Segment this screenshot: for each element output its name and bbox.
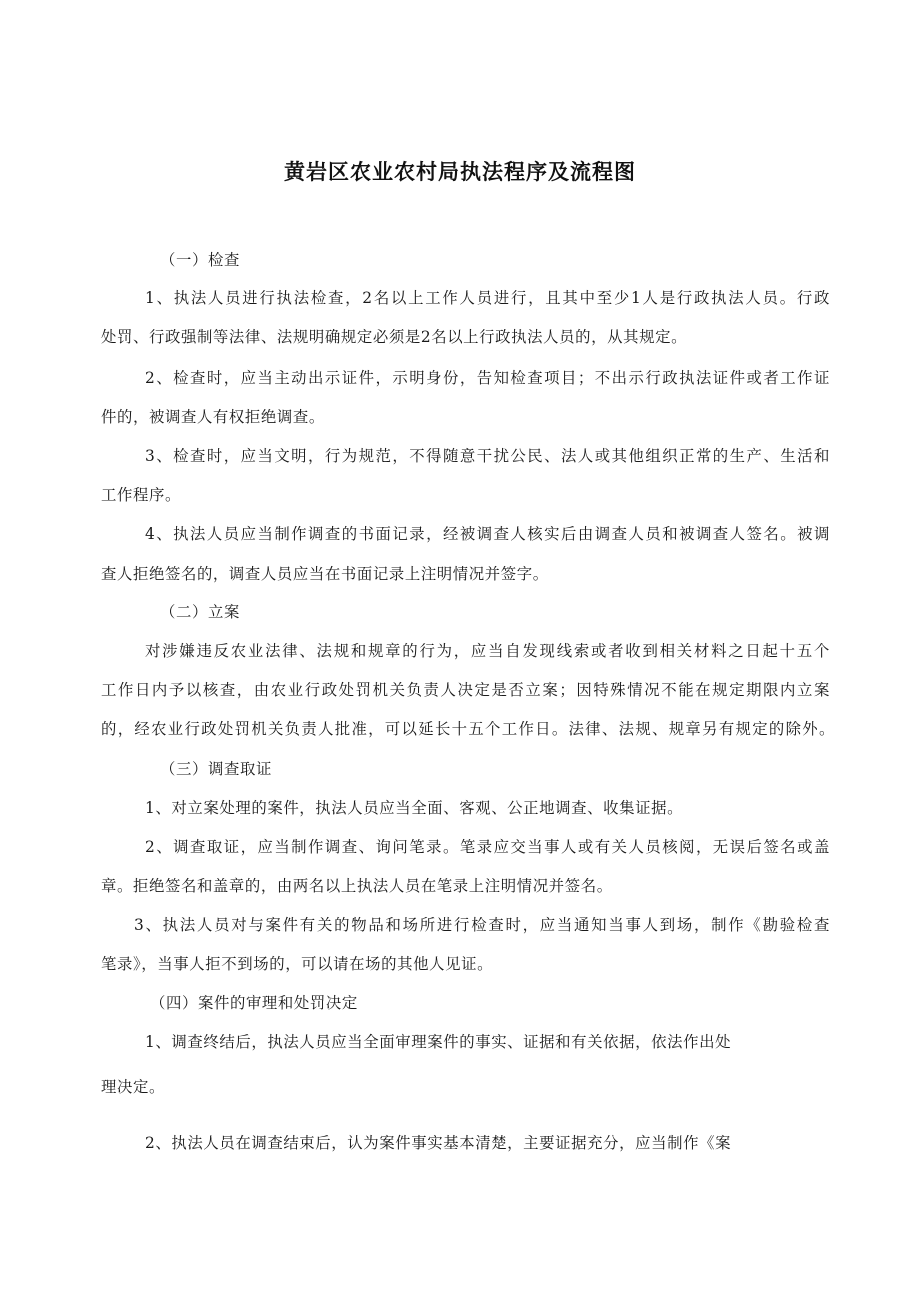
paragraph-line: 的，经农业行政处罚机关负责人批准，可以延长十五个工作日。法律、法规、规章另有规定的除外。: [101, 720, 835, 738]
paragraph-line: 理决定。: [101, 1078, 165, 1096]
paragraph-line: 2、检查时，应当主动出示证件，示明身份，告知检查项目；不出示行政执法证件或者工作证: [145, 369, 830, 387]
paragraph-line: 章。拒绝签名和盖章的，由两名以上执法人员在笔录上注明情况并签名。: [101, 877, 613, 895]
paragraph-line: 查人拒绝签名的，调查人员应当在书面记录上注明情况并签字。: [101, 565, 549, 583]
paragraph-line: 1、对立案处理的案件，执法人员应当全面、客观、公正地调查、收集证据。: [145, 799, 684, 817]
section-heading-investigation: （三）调查取证: [160, 760, 272, 778]
document-title: 黄岩区农业农村局执法程序及流程图: [284, 160, 636, 184]
paragraph-line: 对涉嫌违反农业法律、法规和规章的行为，应当自发现线索或者收到相关材料之日起十五个: [145, 642, 830, 660]
section-heading-case-filing: （二）立案: [160, 603, 240, 621]
paragraph-line: 件的，被调查人有权拒绝调查。: [101, 408, 325, 426]
paragraph-line: 1、执法人员进行执法检查，2名以上工作人员进行，且其中至少1人是行政执法人员。行政: [145, 289, 830, 307]
paragraph-line: 2、执法人员在调查结束后，认为案件事实基本清楚，主要证据充分，应当制作《案: [145, 1134, 732, 1152]
paragraph-line: 工作程序。: [101, 486, 181, 504]
section-heading-review-decision: （四）案件的审理和处罚决定: [150, 994, 358, 1012]
paragraph-line: 2、调查取证，应当制作调查、询问笔录。笔录应交当事人或有关人员核阅，无误后签名或盖: [145, 838, 830, 856]
paragraph-line: 3、检查时，应当文明，行为规范，不得随意干扰公民、法人或其他组织正常的生产、生活和: [145, 447, 830, 465]
paragraph-line: 笔录》，当事人拒不到场的，可以请在场的其他人见证。: [101, 955, 494, 973]
section-heading-inspection: （一）检查: [160, 251, 240, 269]
paragraph-line: 4、执法人员应当制作调查的书面记录，经被调查人核实后由调查人员和被调查人签名。被调: [145, 525, 830, 543]
paragraph-line: 1、调查终结后，执法人员应当全面审理案件的事实、证据和有关依据，依法作出处: [145, 1033, 732, 1051]
paragraph-line: 处罚、行政强制等法律、法规明确规定必须是2名以上行政执法人员的，从其规定。: [101, 328, 688, 346]
paragraph-line: 工作日内予以核查，由农业行政处罚机关负责人决定是否立案；因特殊情况不能在规定期限内立案: [101, 681, 830, 699]
paragraph-line: 3、执法人员对与案件有关的物品和场所进行检查时，应当通知当事人到场，制作《勘验检查: [134, 916, 830, 934]
